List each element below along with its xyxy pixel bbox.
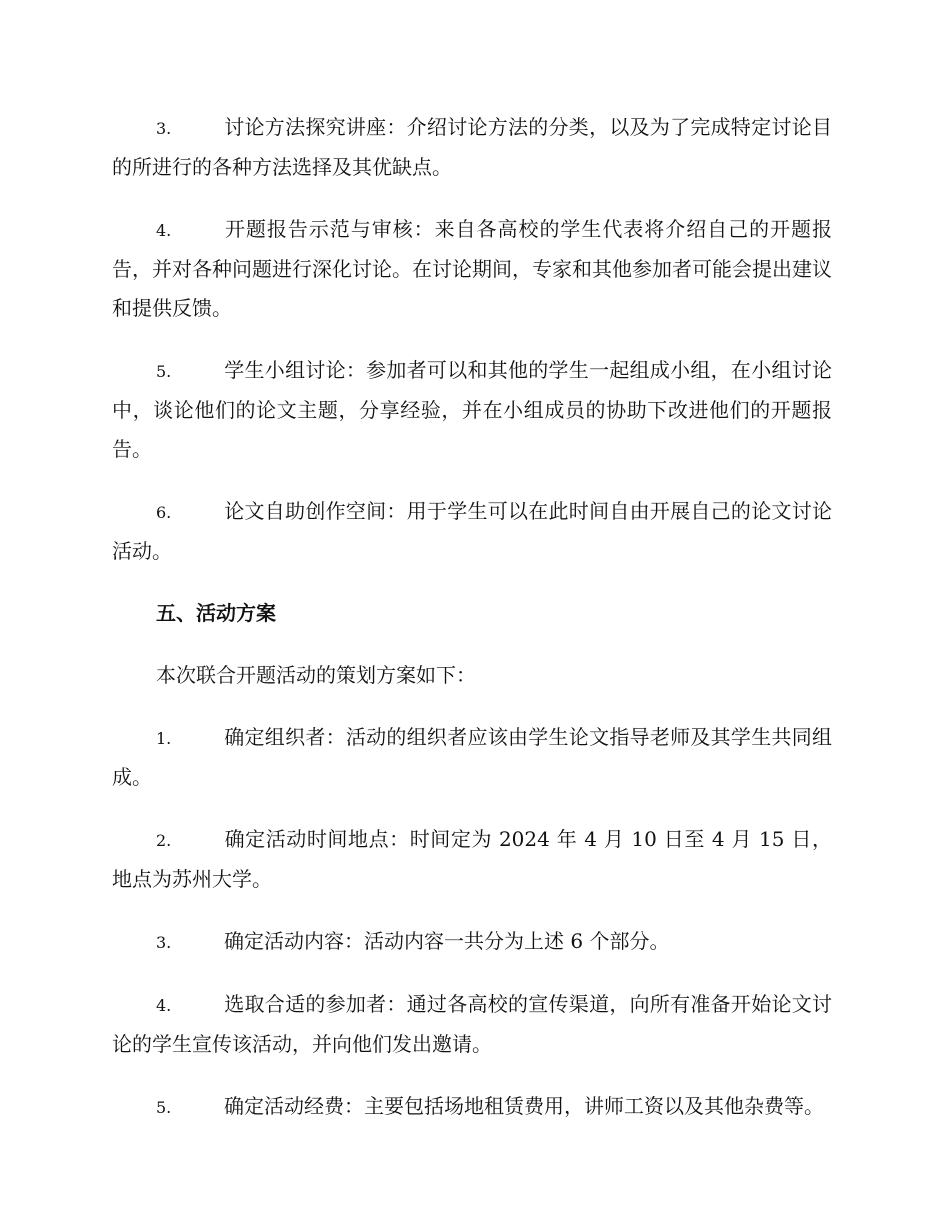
list-item-text: 确定组织者：活动的组织者应该由学生论文指导老师及其学生共同组成。 bbox=[112, 725, 832, 789]
list-item-number: 1. bbox=[156, 729, 172, 748]
intro-paragraph: 本次联合开题活动的策划方案如下： bbox=[156, 663, 476, 687]
list-item bbox=[112, 1087, 832, 1127]
section-heading: 五、活动方案 bbox=[156, 601, 276, 625]
list-item-text: 选取合适的参加者：通过各高校的宣传渠道，向所有准备开始论文讨论的学生宣传该活动，并向他们发出邀请。 bbox=[112, 992, 832, 1056]
list-item bbox=[112, 718, 832, 797]
list-item-number: 2. bbox=[156, 831, 172, 850]
list-item-number: 5. bbox=[156, 1098, 172, 1117]
list-item-number: 4. bbox=[156, 996, 172, 1015]
list-item-text: 学生小组讨论：参加者可以和其他的学生一起组成小组，在小组讨论中，谈论他们的论文主题，分享经验，并在小组成员的协助下改进他们的开题报告。 bbox=[112, 358, 832, 461]
list-item-number: 3. bbox=[156, 119, 172, 138]
list-item bbox=[112, 922, 832, 962]
list-item-number: 6. bbox=[156, 503, 172, 522]
list-item-text: 讨论方法探究讲座：介绍讨论方法的分类，以及为了完成特定讨论目的所进行的各种方法选择及其优缺点。 bbox=[112, 115, 832, 179]
list-item bbox=[112, 492, 832, 571]
list-item-text: 确定活动时间地点：时间定为 2024 年 4 月 10 日至 4 月 15 日，地点为苏州大学。 bbox=[112, 827, 832, 891]
list-item-text: 确定活动经费：主要包括场地租赁费用，讲师工资以及其他杂费等。 bbox=[224, 1094, 824, 1118]
list-item bbox=[112, 108, 832, 187]
list-item bbox=[112, 351, 832, 469]
list-item bbox=[112, 210, 832, 328]
list-item-text: 确定活动内容：活动内容一共分为上述 6 个部分。 bbox=[224, 929, 670, 953]
list-item bbox=[112, 985, 832, 1064]
list-item bbox=[112, 820, 832, 899]
list-item-number: 4. bbox=[156, 221, 172, 240]
list-item-number: 5. bbox=[156, 362, 172, 381]
list-item-text: 开题报告示范与审核：来自各高校的学生代表将介绍自己的开题报告，并对各种问题进行深化讨论。在讨论期间，专家和其他参加者可能会提出建议和提供反馈。 bbox=[112, 217, 832, 320]
document-body bbox=[112, 108, 832, 1150]
list-item-number: 3. bbox=[156, 933, 172, 952]
list-item-text: 论文自助创作空间：用于学生可以在此时间自由开展自己的论文讨论活动。 bbox=[112, 499, 832, 563]
